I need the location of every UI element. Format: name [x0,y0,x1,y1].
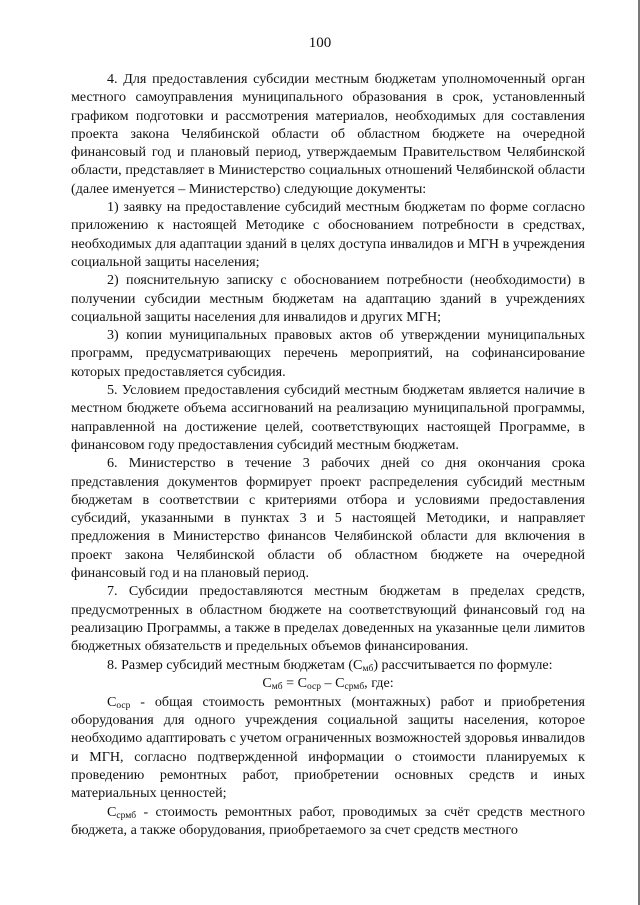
definition-1-subscript: оср [116,700,131,711]
paragraph-8-subscript: мб [362,663,374,674]
formula-sub-3: срмб [344,681,365,692]
list-item-3: 3) копии муниципальных правовых актов об утверждении муниципальных программ, предусматривающих перечень мероприятий, на софинансирование которых предоставляется субсидия. [71,327,585,380]
document-body [71,70,585,839]
list-item-2: 2) пояснительную записку с обоснованием потребности (необходимости) в получении субсидии местным бюджетам на адаптацию зданий в учреждениях социальной защиты населения для инвалидов и других МГН; [71,272,585,325]
formula-sub-1: мб [271,681,283,692]
definition-1-symbol: С [107,693,117,710]
paragraph-6: 6. Министерство в течение 3 рабочих дней со дня окончания срока представления документов формирует проект распределения субсидий местным бюджетам в соответствии с критериями отбора и условиями предоставления субсидий, указанными в пунктах 3 и 5 настоящей Методики, и направляет предложения в Министерство финансов Челябинской области для включения в проект закона Челябинской области об областном бюджете на очередной финансовый год и на плановый период. [71,455,585,582]
list-item-1: 1) заявку на предоставление субсидий местным бюджетам по форме согласно приложению к настоящей Методике с обоснованием потребности в средствах, необходимых для адаптации зданий в целях доступа инвалидов и МГН в учреждения социальной защиты населения; [71,199,585,270]
definition-2-symbol: С [107,803,117,820]
formula-sub-2: оср [307,681,321,692]
paragraph-5: 5. Условием предоставления субсидий местным бюджетам является наличие в местном бюджете объема ассигнований на реализацию муниципальной программы, направленной на достижение целей, соответствующих настоящей Программе, в финансовом году предоставления субсидий местным бюджетам. [71,382,585,453]
definition-2-text: - стоимость ремонтных работ, проводимых за счёт средств местного бюджета, а также оборудования, приобретаемого за счет средств местного [71,803,585,838]
page-number: 100 [308,35,332,51]
paragraph-7: 7. Субсидии предоставляются местным бюджетам в пределах средств, предусмотренных в областном бюджете на соответствующий финансовый год на реализацию Программы, а также в пределах доведенных на указанные цели лимитов бюджетных обязательств и предельных объемов финансирования. [71,583,585,655]
paragraph-8-text: 8. Размер субсидий местным бюджетам (С [107,656,363,673]
formula-minus: – [320,674,336,691]
formula [71,674,585,693]
definition-c-osr [71,693,585,803]
paragraph-4: 4. Для предоставления субсидии местным бюджетам уполномоченный орган местного самоуправления муниципального образования в срок, установленный графиком подготовки и рассмотрения материалов, необходимых для составления проекта закона Челябинской области об областном бюджете на очередной финансовый год и плановый период, утверждаемым Правительством Челябинской области, представляет в Министерство социальных отношений Челябинской области (далее именуется – Министерство) следующие документы: [71,71,585,197]
paragraph-8-after: ) рассчитывается по формуле: [373,656,553,673]
paragraph-8 [71,656,585,674]
definition-c-srmb [71,803,585,840]
definition-2-subscript: срмб [116,810,137,821]
formula-tail: , где: [364,674,394,691]
formula-term-3: С [335,674,345,691]
definition-1-text: - общая стоимость ремонтных (монтажных) работ и приобретения оборудования для одного учреждения социальной защиты населения, которое необходимо адаптировать с учетом ограниченных возможностей здоровья инвалидов и МГН, согласно подтвержденной информации о стоимости планируемых к проведению ремонтных работ, приобретении основных средств и иных материальных ценностей; [71,693,585,802]
formula-term-1: С [262,674,272,691]
formula-term-2: С [297,674,308,691]
formula-equals: = [282,674,298,691]
